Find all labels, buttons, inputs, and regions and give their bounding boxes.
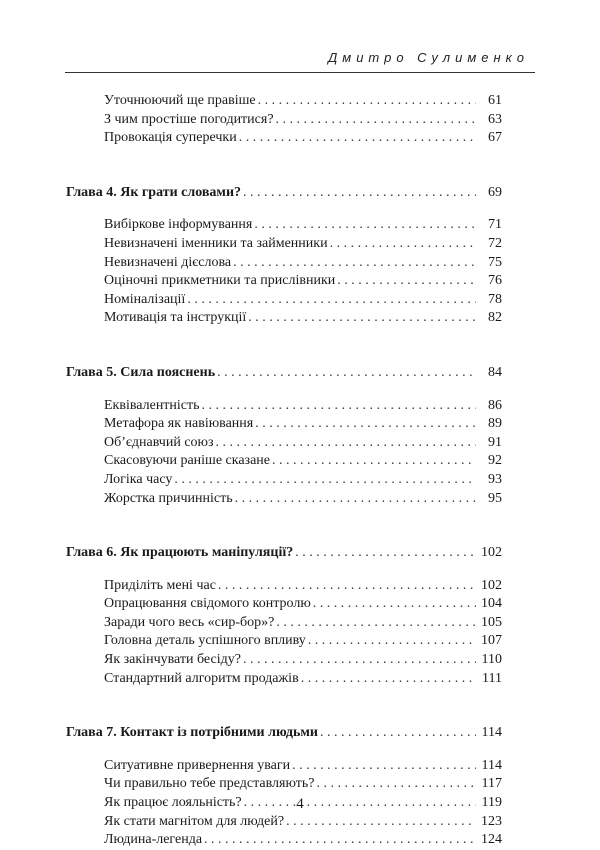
toc-entry[interactable] xyxy=(104,651,502,670)
toc-entry-label: Об’єднавчий союз xyxy=(104,434,216,453)
toc-entry-label: Людина-легенда xyxy=(104,831,204,850)
dot-leader xyxy=(218,577,476,596)
toc-entry[interactable] xyxy=(104,614,502,633)
toc-entry[interactable] xyxy=(104,452,502,471)
toc-entry-page: 86 xyxy=(488,397,502,413)
toc-entry[interactable] xyxy=(104,254,502,273)
toc-entry-page: 89 xyxy=(488,416,502,432)
dot-leader xyxy=(295,544,476,563)
toc-entry-label: Чи правильно тебе представляють? xyxy=(104,775,316,794)
toc-entry-page: 72 xyxy=(488,235,502,251)
toc-entry-label: Скасовуючи раніше сказане xyxy=(104,452,272,471)
toc-entry-page: 75 xyxy=(488,254,502,270)
toc-entry-page: 93 xyxy=(488,471,502,487)
toc-chapter-6[interactable] xyxy=(66,544,502,563)
toc-entry-label: Мотивація та інструкції xyxy=(104,309,248,328)
toc-entry[interactable] xyxy=(104,397,502,416)
toc-entry-page: 92 xyxy=(488,453,502,469)
toc-entry-page: 105 xyxy=(481,614,502,630)
toc-entry-label: Стандартний алгоритм продажів xyxy=(104,670,301,689)
toc-entry-label: Невизначені дієслова xyxy=(104,254,233,273)
toc-entry-page: 107 xyxy=(481,633,502,649)
toc-entry-label: Метафора як навіювання xyxy=(104,415,255,434)
dot-leader xyxy=(233,254,476,273)
chapter-page: 84 xyxy=(488,364,502,380)
toc-chapter-7[interactable] xyxy=(66,724,502,743)
dot-leader xyxy=(239,129,476,148)
dot-leader xyxy=(316,775,476,794)
toc-entry[interactable] xyxy=(104,434,502,453)
dot-leader xyxy=(254,216,476,235)
dot-leader xyxy=(337,272,476,291)
dot-leader xyxy=(313,595,476,614)
toc-entry-page: 104 xyxy=(481,596,502,612)
toc-entry[interactable] xyxy=(104,309,502,328)
toc-entry-label: Номіналізації xyxy=(104,291,187,310)
toc-entry-label: Провокація суперечки xyxy=(104,129,239,148)
dot-leader xyxy=(243,651,476,670)
toc-entry-page: 124 xyxy=(481,832,502,848)
author-name: Дмитро Сулименко xyxy=(328,50,529,65)
dot-leader xyxy=(308,632,476,651)
table-of-contents xyxy=(0,92,600,850)
toc-chapter-4[interactable] xyxy=(66,184,502,203)
toc-entry[interactable] xyxy=(104,490,502,509)
toc-entry[interactable] xyxy=(104,216,502,235)
toc-entry[interactable] xyxy=(104,670,502,689)
chapter-title: Глава 7. Контакт із потрібними людьми xyxy=(66,724,320,743)
dot-leader xyxy=(243,184,476,203)
toc-entry-page: 102 xyxy=(481,577,502,593)
toc-entry[interactable] xyxy=(104,595,502,614)
toc-entry-page: 61 xyxy=(488,93,502,108)
chapter-title: Глава 5. Сила пояснень xyxy=(66,364,217,383)
chapter-page: 114 xyxy=(481,725,502,741)
dot-leader xyxy=(174,471,476,490)
toc-entry-label: Опрацювання свідомого контролю xyxy=(104,595,313,614)
toc-entry-page: 91 xyxy=(488,434,502,450)
toc-entry[interactable] xyxy=(104,111,502,130)
dot-leader xyxy=(276,111,476,130)
toc-entry-label: Приділіть мені час xyxy=(104,577,218,596)
toc-entry-page: 82 xyxy=(488,310,502,326)
toc-entry-page: 71 xyxy=(488,217,502,233)
dot-leader xyxy=(202,397,476,416)
toc-entry[interactable] xyxy=(104,632,502,651)
toc-entry-page: 67 xyxy=(488,130,502,146)
dot-leader xyxy=(272,452,476,471)
toc-entry-label: З чим простіше погодитися? xyxy=(104,111,276,130)
toc-entry-page: 63 xyxy=(488,111,502,127)
toc-entry[interactable] xyxy=(104,471,502,490)
toc-entry-page: 119 xyxy=(481,795,502,811)
toc-entry-label: Як закінчувати бесіду? xyxy=(104,651,243,670)
chapter-page: 102 xyxy=(481,545,502,561)
toc-entry[interactable] xyxy=(104,775,502,794)
toc-entry-label: Оціночні прикметники та прислівники xyxy=(104,272,337,291)
toc-entry[interactable] xyxy=(104,831,502,850)
toc-entry[interactable] xyxy=(104,235,502,254)
dot-leader xyxy=(330,235,476,254)
dot-leader xyxy=(216,434,476,453)
toc-entry-label: Як працює лояльність? xyxy=(104,794,244,813)
toc-entry-label: Уточнюючий ще правіше xyxy=(104,92,258,111)
toc-entry-label: Головна деталь успішного впливу xyxy=(104,632,308,651)
toc-entry-page: 123 xyxy=(481,813,502,829)
dot-leader xyxy=(292,757,476,776)
toc-entry[interactable] xyxy=(104,813,502,832)
dot-leader xyxy=(301,670,476,689)
toc-entry-page: 114 xyxy=(481,757,502,773)
toc-entry-label: Ситуативне привернення уваги xyxy=(104,757,292,776)
toc-entry-page: 111 xyxy=(482,670,502,686)
toc-entry-page: 76 xyxy=(488,273,502,289)
chapter-title: Глава 4. Як грати словами? xyxy=(66,184,243,203)
toc-entry[interactable] xyxy=(104,291,502,310)
running-header xyxy=(65,48,535,73)
toc-chapter-5[interactable] xyxy=(66,364,502,383)
toc-entry-label: Логіка часу xyxy=(104,471,174,490)
toc-entry[interactable] xyxy=(104,272,502,291)
toc-entry-label: Вибіркове інформування xyxy=(104,216,254,235)
toc-entry-label: Жорстка причинність xyxy=(104,490,235,509)
dot-leader xyxy=(320,724,476,743)
chapter-title: Глава 6. Як працюють маніпуляції? xyxy=(66,544,295,563)
dot-leader xyxy=(286,813,476,832)
dot-leader xyxy=(204,831,476,850)
toc-entry-label: Еквівалентність xyxy=(104,397,202,416)
dot-leader xyxy=(217,364,476,383)
chapter-page: 69 xyxy=(488,184,502,200)
toc-entry-label: Невизначені іменники та займенники xyxy=(104,235,330,254)
toc-entry[interactable] xyxy=(104,415,502,434)
dot-leader xyxy=(258,92,476,111)
toc-entry[interactable] xyxy=(104,757,502,776)
toc-entry[interactable] xyxy=(104,92,502,111)
toc-entry-page: 95 xyxy=(488,490,502,506)
dot-leader xyxy=(276,614,476,633)
dot-leader xyxy=(235,490,476,509)
dot-leader xyxy=(187,291,476,310)
toc-entry[interactable] xyxy=(104,129,502,148)
toc-entry-page: 78 xyxy=(488,291,502,307)
toc-entry-label: Як стати магнітом для людей? xyxy=(104,813,286,832)
dot-leader xyxy=(255,415,476,434)
toc-entry-page: 110 xyxy=(481,652,502,668)
toc-entry-page: 117 xyxy=(481,776,502,792)
dot-leader xyxy=(248,309,476,328)
page-number: 4 xyxy=(296,796,304,812)
toc-entry[interactable] xyxy=(104,577,502,596)
toc-entry-label: Заради чого весь «сир-бор»? xyxy=(104,614,276,633)
